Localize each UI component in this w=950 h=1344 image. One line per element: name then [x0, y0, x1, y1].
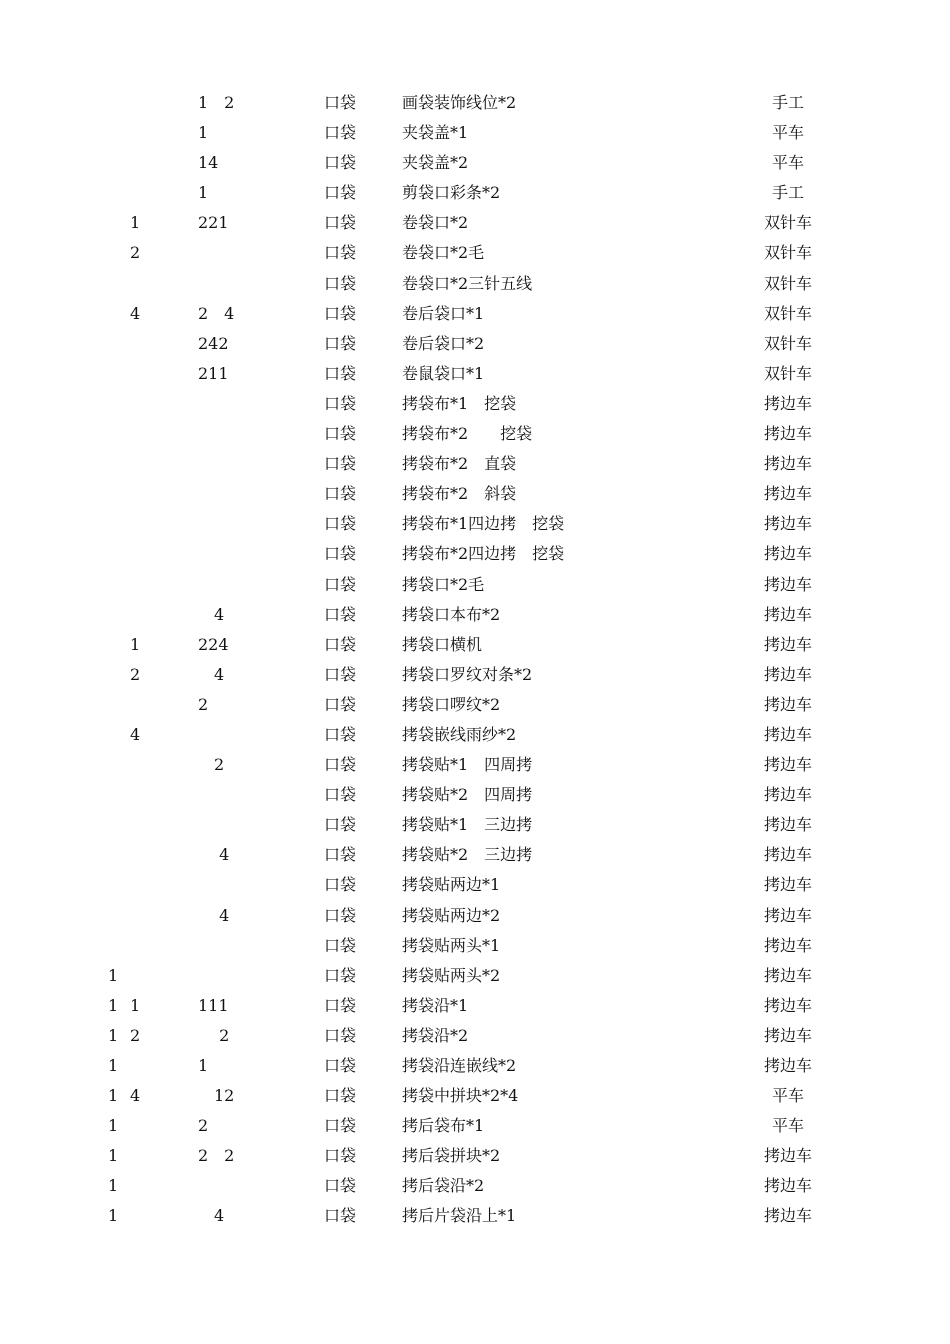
operation-cell: 拷袋口横机 — [402, 634, 483, 654]
operation-cell: 拷袋贴两边*1 — [402, 875, 501, 895]
machine-cell: 拷边车 — [763, 604, 812, 624]
machine-cell: 拷边车 — [763, 484, 812, 504]
category-cell: 口袋 — [324, 785, 357, 805]
table-row — [0, 118, 950, 148]
count-col-3: 1 — [198, 183, 209, 203]
table-row — [0, 630, 950, 660]
category-cell: 口袋 — [324, 604, 357, 624]
table-row — [0, 419, 950, 449]
operation-cell: 拷袋布*2 斜袋 — [402, 484, 517, 504]
count-col-1: 1 — [108, 1206, 119, 1226]
category-cell: 口袋 — [324, 93, 357, 112]
machine-cell: 拷边车 — [763, 514, 812, 534]
count-col-3: 4 — [198, 845, 230, 865]
operation-cell: 拷袋布*2 直袋 — [402, 454, 517, 474]
machine-cell: 平车 — [771, 153, 804, 173]
count-col-3: 1 — [198, 123, 209, 143]
operation-cell: 拷袋贴两边*2 — [402, 905, 501, 925]
machine-cell: 拷边车 — [763, 845, 812, 865]
table-row — [0, 600, 950, 630]
count-col-2: 2 — [130, 1025, 141, 1045]
category-cell: 口袋 — [324, 123, 357, 143]
machine-cell: 拷边车 — [763, 724, 812, 744]
machine-cell: 拷边车 — [763, 935, 812, 955]
operation-cell: 拷袋贴*2 四周拷 — [402, 785, 533, 805]
category-cell: 口袋 — [324, 1116, 357, 1136]
machine-cell: 平车 — [771, 1086, 804, 1106]
operation-cell: 夹袋盖*1 — [402, 123, 469, 143]
category-cell: 口袋 — [324, 935, 357, 955]
category-cell: 口袋 — [324, 905, 357, 925]
category-cell: 口袋 — [324, 965, 357, 985]
count-col-3: 221 — [198, 213, 229, 233]
operation-cell: 拷后袋拼块*2 — [402, 1146, 501, 1166]
table-row — [0, 901, 950, 931]
operation-cell: 拷袋沿*1 — [402, 995, 469, 1015]
table-row — [0, 870, 950, 900]
operation-cell: 卷袋口*2毛 — [402, 243, 485, 263]
table-row — [0, 1141, 950, 1171]
machine-cell: 拷边车 — [763, 1146, 812, 1166]
table-row — [0, 359, 950, 389]
category-cell: 口袋 — [324, 424, 357, 444]
count-col-3: 211 — [198, 363, 229, 383]
table-row — [0, 570, 950, 600]
machine-cell: 拷边车 — [763, 574, 812, 594]
table-row — [0, 449, 950, 479]
table-row — [0, 329, 950, 359]
count-col-3: 2 — [198, 1116, 209, 1136]
category-cell: 口袋 — [324, 213, 357, 233]
machine-cell: 拷边车 — [763, 905, 812, 925]
machine-cell: 拷边车 — [763, 424, 812, 444]
table-row — [0, 1111, 950, 1141]
count-col-1: 1 — [108, 1116, 119, 1136]
category-cell: 口袋 — [324, 514, 357, 534]
count-col-3: 111 — [198, 995, 229, 1015]
operation-cell: 夹袋盖*2 — [402, 153, 469, 173]
category-cell: 口袋 — [324, 183, 357, 203]
category-cell: 口袋 — [324, 273, 357, 293]
operation-cell: 卷袋口*2 — [402, 213, 469, 233]
count-col-3: 4 — [198, 1206, 225, 1226]
operation-cell: 卷鼠袋口*1 — [402, 363, 485, 383]
category-cell: 口袋 — [324, 724, 357, 744]
table-row — [0, 1171, 950, 1201]
count-col-2: 2 — [130, 664, 141, 684]
count-col-2: 4 — [130, 1086, 141, 1106]
count-col-3: 2 4 — [198, 303, 235, 323]
count-col-1: 1 — [108, 995, 119, 1015]
count-col-2: 4 — [130, 303, 141, 323]
category-cell: 口袋 — [324, 484, 357, 504]
machine-cell: 双针车 — [763, 213, 812, 233]
operation-cell: 卷后袋口*2 — [402, 333, 485, 353]
table-row — [0, 509, 950, 539]
table-row — [0, 810, 950, 840]
machine-cell: 拷边车 — [763, 875, 812, 895]
machine-cell: 拷边车 — [763, 454, 812, 474]
table-row — [0, 991, 950, 1021]
machine-cell: 拷边车 — [763, 815, 812, 835]
operation-cell: 拷袋口*2毛 — [402, 574, 485, 594]
table-row — [0, 238, 950, 268]
table-row — [0, 690, 950, 720]
count-col-1: 1 — [108, 1146, 119, 1166]
table-row — [0, 148, 950, 178]
category-cell: 口袋 — [324, 995, 357, 1015]
count-col-3: 242 — [198, 333, 229, 353]
table-row — [0, 1021, 950, 1051]
machine-cell: 双针车 — [763, 243, 812, 263]
machine-cell: 拷边车 — [763, 694, 812, 714]
operation-cell: 拷袋布*2四边拷 挖袋 — [402, 544, 565, 564]
category-cell: 口袋 — [324, 393, 357, 413]
category-cell: 口袋 — [324, 1176, 357, 1196]
machine-cell: 双针车 — [763, 363, 812, 383]
count-col-3: 1 2 — [198, 93, 235, 112]
operation-cell: 卷袋口*2三针五线 — [402, 273, 533, 293]
category-cell: 口袋 — [324, 1206, 357, 1226]
table-row — [0, 931, 950, 961]
operation-cell: 拷袋贴两头*1 — [402, 935, 501, 955]
operation-cell: 拷袋布*2 挖袋 — [402, 424, 533, 444]
operation-cell: 拷袋布*1四边拷 挖袋 — [402, 514, 565, 534]
count-col-3: 4 — [198, 664, 225, 684]
table-row — [0, 299, 950, 329]
operation-cell: 拷后袋沿*2 — [402, 1176, 485, 1196]
operation-cell: 拷袋沿连嵌线*2 — [402, 1056, 517, 1075]
count-col-3: 14 — [198, 153, 219, 173]
category-cell: 口袋 — [324, 333, 357, 353]
machine-cell: 拷边车 — [763, 1176, 812, 1196]
count-col-3: 2 — [198, 755, 225, 775]
category-cell: 口袋 — [324, 845, 357, 865]
category-cell: 口袋 — [324, 574, 357, 594]
table-row — [0, 1201, 950, 1231]
table-row — [0, 178, 950, 208]
category-cell: 口袋 — [324, 454, 357, 474]
worksheet-table — [0, 88, 950, 1232]
operation-cell: 拷袋口啰纹*2 — [402, 694, 501, 714]
table-row — [0, 840, 950, 870]
count-col-1: 1 — [108, 1025, 119, 1045]
machine-cell: 拷边车 — [763, 1056, 812, 1075]
table-row — [0, 208, 950, 238]
table-row — [0, 961, 950, 991]
operation-cell: 拷袋沿*2 — [402, 1025, 469, 1045]
operation-cell: 拷袋中拼块*2*4 — [402, 1086, 519, 1106]
operation-cell: 卷后袋口*1 — [402, 303, 485, 323]
machine-cell: 拷边车 — [763, 1025, 812, 1045]
count-col-2: 4 — [130, 724, 141, 744]
count-col-3: 1 — [198, 1056, 209, 1075]
category-cell: 口袋 — [324, 303, 357, 323]
table-row — [0, 539, 950, 569]
machine-cell: 手工 — [771, 93, 804, 112]
table-row — [0, 780, 950, 810]
count-col-3: 2 — [198, 694, 209, 714]
count-col-3: 12 — [198, 1086, 235, 1106]
category-cell: 口袋 — [324, 664, 357, 684]
count-col-2: 1 — [130, 995, 141, 1015]
machine-cell: 手工 — [771, 183, 804, 203]
count-col-1: 1 — [108, 1086, 119, 1106]
machine-cell: 双针车 — [763, 303, 812, 323]
operation-cell: 拷袋口本布*2 — [402, 604, 501, 624]
category-cell: 口袋 — [324, 363, 357, 383]
count-col-3: 224 — [198, 634, 229, 654]
machine-cell: 拷边车 — [763, 544, 812, 564]
machine-cell: 拷边车 — [763, 965, 812, 985]
table-row — [0, 1081, 950, 1111]
operation-cell: 拷袋布*1 挖袋 — [402, 393, 517, 413]
operation-cell: 拷袋贴两头*2 — [402, 965, 501, 985]
category-cell: 口袋 — [324, 755, 357, 775]
count-col-1: 1 — [108, 1176, 119, 1196]
operation-cell: 拷袋口罗纹对条*2 — [402, 664, 533, 684]
category-cell: 口袋 — [324, 1025, 357, 1045]
table-row — [0, 750, 950, 780]
category-cell: 口袋 — [324, 634, 357, 654]
machine-cell: 双针车 — [763, 333, 812, 353]
table-row — [0, 88, 950, 118]
machine-cell: 平车 — [771, 123, 804, 143]
machine-cell: 双针车 — [763, 273, 812, 293]
operation-cell: 拷袋嵌线雨纱*2 — [402, 724, 517, 744]
count-col-2: 2 — [130, 243, 141, 263]
operation-cell: 画袋装饰线位*2 — [402, 93, 517, 112]
operation-cell: 拷袋贴*2 三边拷 — [402, 845, 533, 865]
count-col-3: 2 — [198, 1025, 230, 1045]
machine-cell: 拷边车 — [763, 1206, 812, 1226]
count-col-1: 1 — [108, 1056, 119, 1075]
table-row — [0, 1051, 950, 1081]
table-row — [0, 479, 950, 509]
operation-cell: 剪袋口彩条*2 — [402, 183, 501, 203]
operation-cell: 拷后袋布*1 — [402, 1116, 485, 1136]
category-cell: 口袋 — [324, 1086, 357, 1106]
operation-cell: 拷后片袋沿上*1 — [402, 1206, 517, 1226]
category-cell: 口袋 — [324, 1056, 357, 1075]
operation-cell: 拷袋贴*1 三边拷 — [402, 815, 533, 835]
machine-cell: 平车 — [771, 1116, 804, 1136]
count-col-1: 1 — [108, 965, 119, 985]
machine-cell: 拷边车 — [763, 755, 812, 775]
machine-cell: 拷边车 — [763, 995, 812, 1015]
category-cell: 口袋 — [324, 694, 357, 714]
count-col-3: 4 — [198, 905, 230, 925]
count-col-2: 1 — [130, 634, 141, 654]
machine-cell: 拷边车 — [763, 634, 812, 654]
category-cell: 口袋 — [324, 544, 357, 564]
table-row — [0, 660, 950, 690]
count-col-3: 2 2 — [198, 1146, 235, 1166]
machine-cell: 拷边车 — [763, 393, 812, 413]
machine-cell: 拷边车 — [763, 785, 812, 805]
category-cell: 口袋 — [324, 1146, 357, 1166]
operation-cell: 拷袋贴*1 四周拷 — [402, 755, 533, 775]
machine-cell: 拷边车 — [763, 664, 812, 684]
count-col-3: 4 — [198, 604, 225, 624]
count-col-2: 1 — [130, 213, 141, 233]
table-row — [0, 269, 950, 299]
category-cell: 口袋 — [324, 815, 357, 835]
category-cell: 口袋 — [324, 153, 357, 173]
category-cell: 口袋 — [324, 875, 357, 895]
table-row — [0, 720, 950, 750]
table-row — [0, 389, 950, 419]
category-cell: 口袋 — [324, 243, 357, 263]
